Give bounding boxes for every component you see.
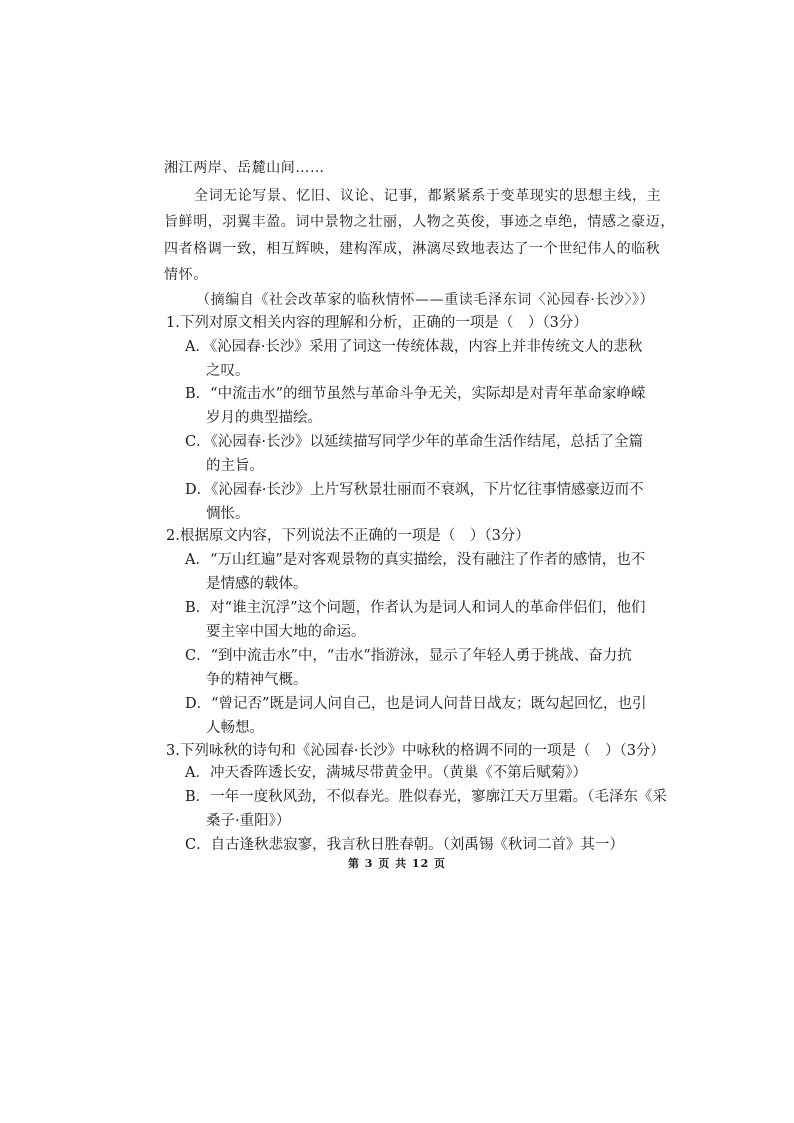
passage-line: 四者格调一致，相互辉映，建构浑成，淋漓尽致地表达了一个世纪伟人的临秋 xyxy=(164,241,661,257)
option-line: 之叹。 xyxy=(206,363,250,379)
option-line: B．对“谁主沉浮”这个问题，作者认为是词人和词人的革命伴侣们，他们 xyxy=(185,600,646,616)
option-line: 要主宰中国大地的命运。 xyxy=(206,624,366,640)
question-stem: 1.下列对原文相关内容的理解和分析，正确的一项是（ ）（3分） xyxy=(166,315,588,331)
option-line: B．“中流击水”的细节虽然与革命斗争无关，实际却是对青年革命家峥嵘 xyxy=(185,386,646,402)
passage-source: （摘编自《社会改革家的临秋情怀——重读毛泽东词〈沁园春·长沙〉》） xyxy=(196,292,655,308)
option-line: C．自古逢秋悲寂寥，我言秋日胜春朝。（刘禹锡《秋词二首》其一） xyxy=(185,837,624,853)
option-line: D．《沁园春·长沙》上片写秋景壮丽而不衰飒，下片忆往事情感豪迈而不 xyxy=(185,482,644,498)
option-line: 岁月的典型描绘。 xyxy=(206,410,322,426)
passage-line: 旨鲜明，羽翼丰盈。词中景物之壮丽，人物之英俊，事迹之卓绝，情感之豪迈， xyxy=(164,214,675,230)
option-line: D．“曾记否”既是词人问自己，也是词人问昔日战友；既勾起回忆，也引 xyxy=(185,696,647,712)
option-line: A．冲天香阵透长安，满城尽带黄金甲。（黄巢《不第后赋菊》） xyxy=(185,765,587,781)
option-line: A．“万山红遍”是对客观景物的真实描绘，没有融注了作者的感情，也不 xyxy=(185,552,646,568)
passage-line: 情怀。 xyxy=(164,267,208,283)
option-line: 的主旨。 xyxy=(206,458,264,474)
option-line: A．《沁园春·长沙》采用了词这一传统体裁，内容上并非传统文人的悲秋 xyxy=(185,339,643,355)
option-line: B．一年一度秋风劲，不似春光。胜似春光，寥廓江天万里霜。（毛泽东《采 xyxy=(185,789,667,805)
option-line: 桑子·重阳》） xyxy=(206,813,291,829)
option-line: C．《沁园春·长沙》以延续描写同学少年的革命生活作结尾，总括了全篇 xyxy=(185,434,643,450)
option-line: C．“到中流击水”中，“击水”指游泳，显示了年轻人勇于挑战、奋力抗 xyxy=(185,648,632,664)
page-number: 第 3 页 共 12 页 xyxy=(347,857,447,870)
question-stem: 3.下列咏秋的诗句和《沁园春·长沙》中咏秋的格调不同的一项是（ ）（3分） xyxy=(166,743,665,759)
option-line: 惆怅。 xyxy=(206,506,250,522)
question-stem: 2.根据原文内容，下列说法不正确的一项是（ ）（3分） xyxy=(166,528,530,544)
passage-line: 湘江两岸、岳麓山间…… xyxy=(164,160,325,176)
option-line: 人畅想。 xyxy=(206,720,264,736)
option-line: 争的精神气概。 xyxy=(206,672,308,688)
option-line: 是情感的载体。 xyxy=(206,576,308,592)
passage-line: 全词无论写景、忆旧、议论、记事，都紧紧系于变革现实的思想主线，主 xyxy=(194,188,662,204)
